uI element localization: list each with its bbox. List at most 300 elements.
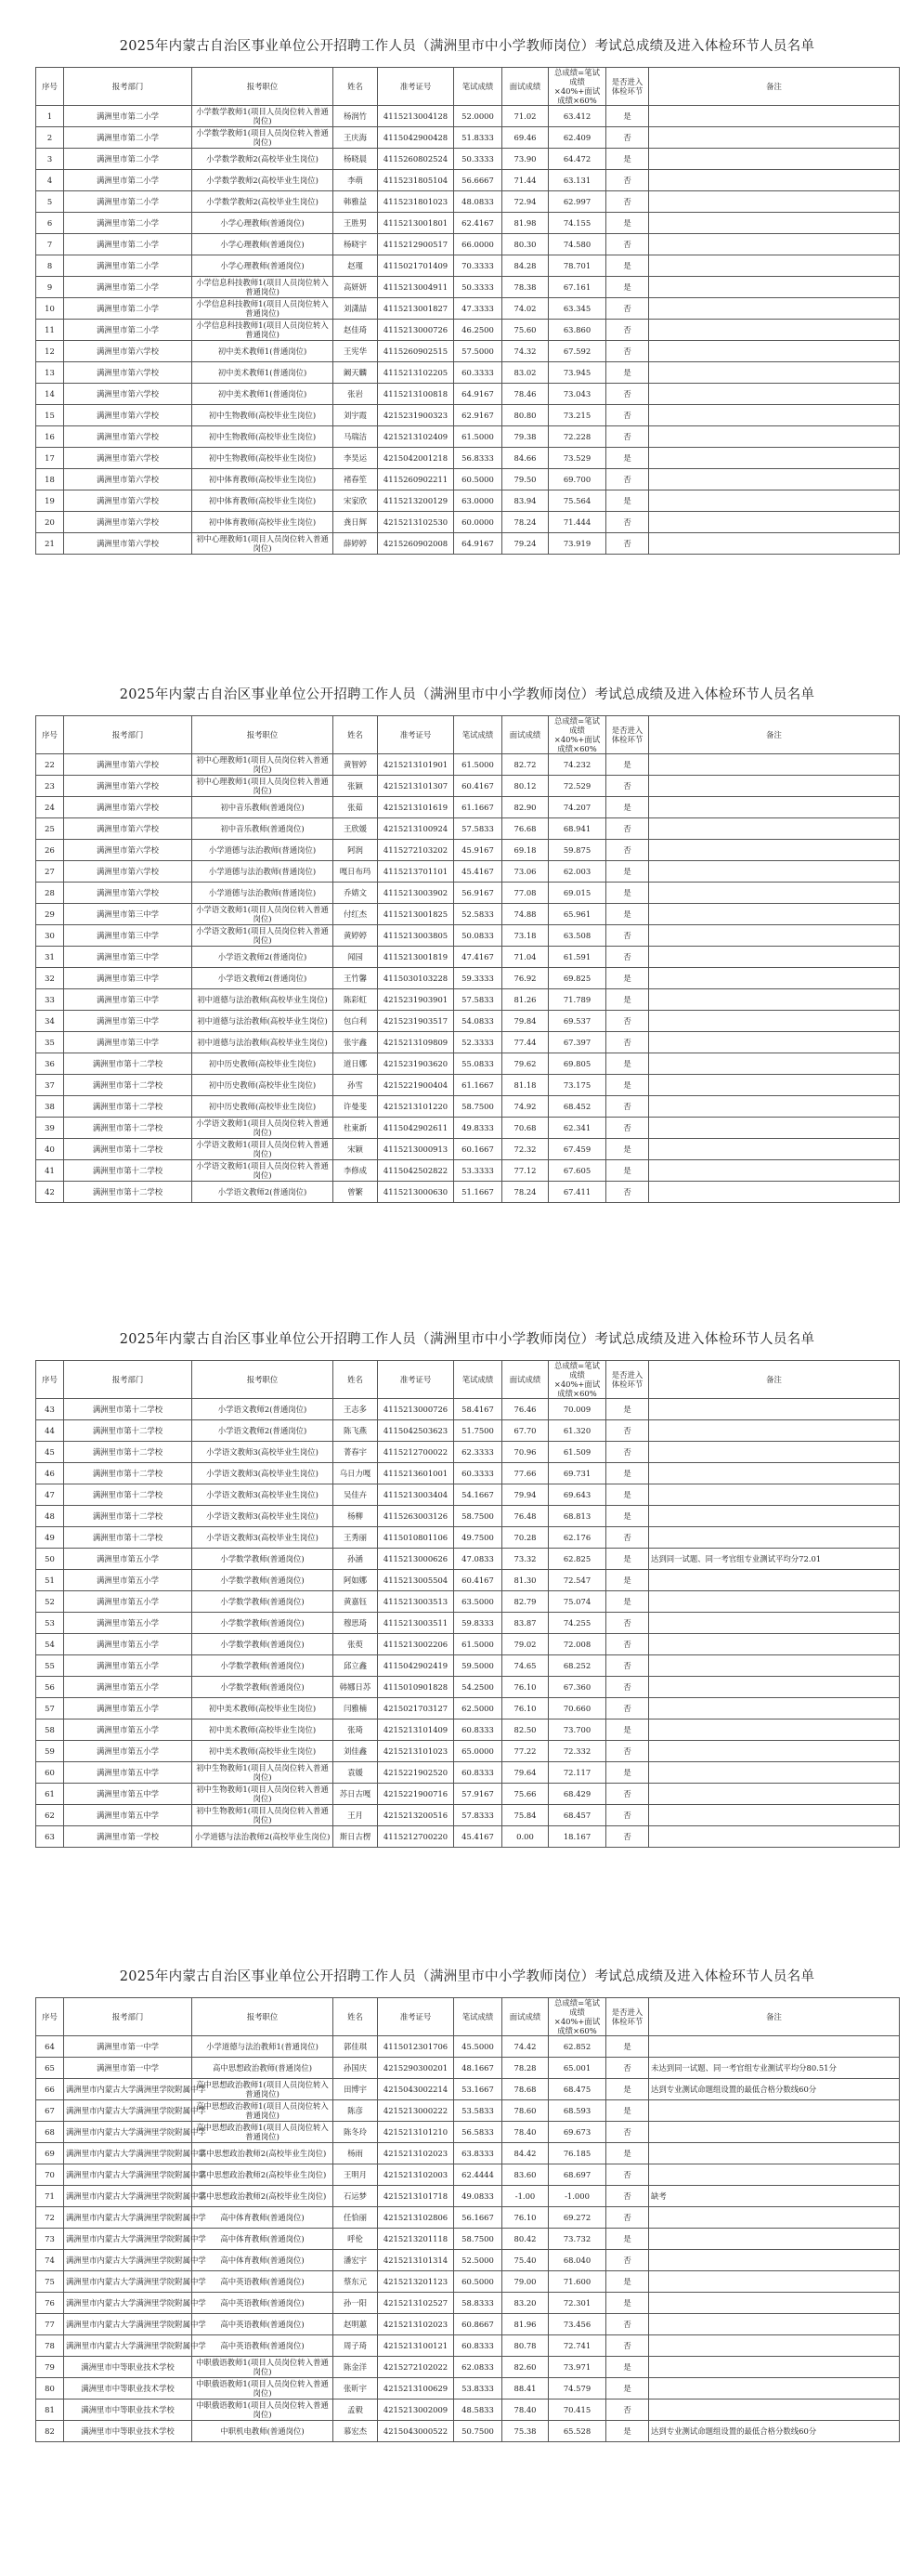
col-remarks: [649, 490, 900, 512]
col-interview-score: 76.46: [502, 1399, 549, 1420]
table-row: [36, 1075, 900, 1096]
col-physical-exam: 是: [606, 213, 649, 234]
header-col-total-score: 总成绩=笔试成绩×40%+面试成绩×60%: [549, 68, 606, 106]
col-exam-number: 4115213601001: [378, 1463, 454, 1484]
col-physical-exam: 否: [606, 2314, 649, 2335]
col-interview-score: 76.10: [502, 2207, 549, 2229]
col-interview-score: 82.90: [502, 797, 549, 818]
table-row: [36, 776, 900, 797]
col-total-score: 68.941: [549, 818, 606, 840]
col-interview-score: 81.26: [502, 989, 549, 1011]
col-name: 刘宇霞: [333, 405, 378, 426]
header-col-position: 报考职位: [192, 1361, 333, 1399]
col-exam-number: 4115231801023: [378, 191, 454, 213]
col-written-score: 52.5833: [454, 904, 502, 925]
col-remarks: [649, 1720, 900, 1741]
table-row: [36, 1053, 900, 1075]
col-department: 满洲里市第三中学: [64, 947, 192, 968]
col-interview-score: 79.94: [502, 1484, 549, 1506]
col-index: 20: [36, 512, 64, 533]
col-name: 王宪华: [333, 341, 378, 362]
col-exam-number: 4215213101901: [378, 754, 454, 776]
col-index: 6: [36, 213, 64, 234]
col-physical-exam: 否: [606, 469, 649, 490]
col-remarks: [649, 1570, 900, 1591]
header-col-name: 姓名: [333, 68, 378, 106]
col-interview-score: 80.78: [502, 2335, 549, 2357]
col-physical-exam: 否: [606, 341, 649, 362]
col-department: 满洲里市第六学校: [64, 533, 192, 555]
col-interview-score: 80.12: [502, 776, 549, 797]
table-row: [36, 1741, 900, 1762]
col-index: 44: [36, 1420, 64, 1442]
col-position: 初中音乐教师(普通岗位): [192, 797, 333, 818]
col-interview-score: 82.72: [502, 754, 549, 776]
col-index: 35: [36, 1032, 64, 1053]
col-index: 18: [36, 469, 64, 490]
col-physical-exam: 否: [606, 2250, 649, 2271]
col-written-score: 53.5833: [454, 2100, 502, 2122]
col-physical-exam: 否: [606, 2207, 649, 2229]
col-index: 29: [36, 904, 64, 925]
col-department: 满洲里市第十二学校: [64, 1075, 192, 1096]
col-name: 乔婧文: [333, 883, 378, 904]
col-physical-exam: 是: [606, 904, 649, 925]
col-written-score: 61.5000: [454, 1634, 502, 1655]
col-exam-number: 4115213701101: [378, 861, 454, 883]
col-position: 初中历史教师(高校毕业生岗位): [192, 1053, 333, 1075]
col-exam-number: 4115042902419: [378, 1655, 454, 1677]
table-row: [36, 2036, 900, 2058]
col-total-score: 62.409: [549, 127, 606, 149]
col-position: 小学道德与法治教师2(高校毕业生岗位): [192, 1826, 333, 1848]
col-remarks: [649, 989, 900, 1011]
col-name: 闫雅楠: [333, 1698, 378, 1720]
col-name: 任恰丽: [333, 2207, 378, 2229]
col-physical-exam: 否: [606, 1613, 649, 1634]
col-remarks: [649, 1442, 900, 1463]
table-row: [36, 2421, 900, 2442]
col-name: 王胜男: [333, 213, 378, 234]
col-total-score: 63.345: [549, 298, 606, 320]
table-row: [36, 797, 900, 818]
col-name: 刘潇喆: [333, 298, 378, 320]
col-physical-exam: 是: [606, 1139, 649, 1160]
col-index: 71: [36, 2186, 64, 2207]
col-written-score: 47.4167: [454, 947, 502, 968]
col-position: 初中美术教师1(普通岗位): [192, 384, 333, 405]
col-physical-exam: 是: [606, 1762, 649, 1784]
col-exam-number: 4115042502822: [378, 1160, 454, 1182]
col-position: 小学道德与法治教师(普通岗位): [192, 883, 333, 904]
col-total-score: 75.564: [549, 490, 606, 512]
col-department: 满洲里市第五小学: [64, 1549, 192, 1570]
table-row: [36, 170, 900, 191]
col-interview-score: 78.28: [502, 2058, 549, 2079]
table-row: [36, 947, 900, 968]
col-index: 12: [36, 341, 64, 362]
col-department: 满洲里市中等职业技术学校: [64, 2399, 192, 2421]
col-physical-exam: 是: [606, 2100, 649, 2122]
col-interview-score: 74.32: [502, 341, 549, 362]
col-total-score: 65.528: [549, 2421, 606, 2442]
col-index: 67: [36, 2100, 64, 2122]
col-remarks: [649, 234, 900, 255]
col-name: 菁春宇: [333, 1442, 378, 1463]
col-written-score: 62.0833: [454, 2357, 502, 2378]
col-interview-score: 70.28: [502, 1527, 549, 1549]
col-physical-exam: 否: [606, 1442, 649, 1463]
col-name: 孙涵: [333, 1549, 378, 1570]
col-remarks: [649, 1160, 900, 1182]
col-position: 中职俄语教师1(项目人员岗位转入普通岗位): [192, 2399, 333, 2421]
col-total-score: 71.789: [549, 989, 606, 1011]
col-exam-number: 4115030103228: [378, 968, 454, 989]
col-name: 孙雪: [333, 1075, 378, 1096]
col-name: 穆思琦: [333, 1613, 378, 1634]
col-exam-number: 4115213000630: [378, 1182, 454, 1203]
table-row: [36, 1698, 900, 1720]
table-row: [36, 2079, 900, 2100]
col-written-score: 50.7500: [454, 2421, 502, 2442]
col-name: 杨晓宇: [333, 234, 378, 255]
col-total-score: 72.117: [549, 1762, 606, 1784]
col-remarks: [649, 1399, 900, 1420]
table-row: [36, 1591, 900, 1613]
col-remarks: [649, 341, 900, 362]
col-written-score: 56.9167: [454, 883, 502, 904]
col-index: 9: [36, 277, 64, 298]
col-written-score: 60.8333: [454, 1720, 502, 1741]
col-name: 张岩: [333, 384, 378, 405]
col-total-score: 78.701: [549, 255, 606, 277]
col-total-score: 67.161: [549, 277, 606, 298]
col-exam-number: 4215043000522: [378, 2421, 454, 2442]
col-index: 42: [36, 1182, 64, 1203]
header-col-index: 序号: [36, 68, 64, 106]
col-index: 70: [36, 2164, 64, 2186]
col-name: 潘宏宇: [333, 2250, 378, 2271]
table-row: [36, 1506, 900, 1527]
col-interview-score: 74.02: [502, 298, 549, 320]
header-col-position: 报考职位: [192, 1998, 333, 2036]
col-department: 满洲里市第六学校: [64, 384, 192, 405]
col-position: 高中思想政治教师2(高校毕业生岗位): [192, 2186, 333, 2207]
col-total-score: 76.185: [549, 2143, 606, 2164]
col-physical-exam: 是: [606, 1591, 649, 1613]
col-exam-number: 4115231805104: [378, 170, 454, 191]
table-header-row: [36, 1998, 900, 2036]
col-interview-score: 75.84: [502, 1805, 549, 1826]
col-exam-number: 4115213004911: [378, 277, 454, 298]
col-index: 74: [36, 2250, 64, 2271]
table-row: [36, 1570, 900, 1591]
col-written-score: 49.8333: [454, 1118, 502, 1139]
col-remarks: [649, 191, 900, 213]
col-written-score: 61.5000: [454, 426, 502, 448]
col-department: 满洲里市第六学校: [64, 426, 192, 448]
col-position: 小学语文教师3(高校毕业生岗位): [192, 1506, 333, 1527]
col-interview-score: 81.98: [502, 213, 549, 234]
col-interview-score: 72.94: [502, 191, 549, 213]
col-name: 周子琦: [333, 2335, 378, 2357]
col-position: 初中体育教师(高校毕业生岗位): [192, 512, 333, 533]
col-total-score: 72.332: [549, 1741, 606, 1762]
col-remarks: 达到专业测试命题组设置的最低合格分数线60分: [649, 2421, 900, 2442]
col-total-score: 59.875: [549, 840, 606, 861]
col-total-score: 70.415: [549, 2399, 606, 2421]
col-position: 初中生物教师1(项目人员岗位转入普通岗位): [192, 1805, 333, 1826]
col-position: 初中历史教师(高校毕业生岗位): [192, 1096, 333, 1118]
col-physical-exam: 是: [606, 1506, 649, 1527]
col-remarks: [649, 861, 900, 883]
col-written-score: 54.0833: [454, 1011, 502, 1032]
col-physical-exam: 否: [606, 405, 649, 426]
col-written-score: 60.8333: [454, 2335, 502, 2357]
col-position: 初中生物教师1(项目人员岗位转入普通岗位): [192, 1762, 333, 1784]
col-written-score: 60.5000: [454, 2271, 502, 2293]
col-index: 30: [36, 925, 64, 947]
header-col-physical-exam: 是否进入体检环节: [606, 68, 649, 106]
col-physical-exam: 是: [606, 2229, 649, 2250]
col-department: 满洲里市第六学校: [64, 469, 192, 490]
col-name: 孙国庆: [333, 2058, 378, 2079]
col-interview-score: 82.50: [502, 1720, 549, 1741]
col-department: 满洲里市第六学校: [64, 797, 192, 818]
col-department: 满洲里市第二小学: [64, 234, 192, 255]
col-index: 25: [36, 818, 64, 840]
col-department: 满洲里市中等职业技术学校: [64, 2421, 192, 2442]
col-remarks: [649, 320, 900, 341]
col-exam-number: 4115263003126: [378, 1506, 454, 1527]
col-name: 杨柳: [333, 1506, 378, 1527]
col-exam-number: 4115010901828: [378, 1677, 454, 1698]
page-1: [35, 37, 899, 555]
col-remarks: [649, 2271, 900, 2293]
col-department: 满洲里市第十二学校: [64, 1399, 192, 1420]
col-physical-exam: 是: [606, 2271, 649, 2293]
col-physical-exam: 否: [606, 512, 649, 533]
col-physical-exam: 否: [606, 947, 649, 968]
col-total-score: 63.412: [549, 106, 606, 127]
col-position: 小学语文教师1(项目人员岗位转入普通岗位): [192, 904, 333, 925]
col-total-score: 68.252: [549, 1655, 606, 1677]
col-remarks: [649, 1805, 900, 1826]
col-department: 满洲里市第三中学: [64, 925, 192, 947]
col-name: 孟毅: [333, 2399, 378, 2421]
col-name: 张颖: [333, 776, 378, 797]
col-index: 31: [36, 947, 64, 968]
col-physical-exam: 否: [606, 2399, 649, 2421]
col-total-score: 62.176: [549, 1527, 606, 1549]
col-department: 满洲里市第五小学: [64, 1570, 192, 1591]
col-name: 韩雅益: [333, 191, 378, 213]
table-row: [36, 818, 900, 840]
table-row: [36, 925, 900, 947]
col-interview-score: 81.96: [502, 2314, 549, 2335]
col-remarks: [649, 2357, 900, 2378]
col-index: 72: [36, 2207, 64, 2229]
col-exam-number: 4115213003404: [378, 1484, 454, 1506]
col-position: 小学语文教师3(高校毕业生岗位): [192, 1527, 333, 1549]
col-remarks: 未达到同一试题、同一考官组专业测试平均分80.51分: [649, 2058, 900, 2079]
col-total-score: 70.660: [549, 1698, 606, 1720]
col-exam-number: 4115213001819: [378, 947, 454, 968]
col-position: 小学信息科技教师1(项目人员岗位转入普通岗位): [192, 320, 333, 341]
col-written-score: 59.8333: [454, 1613, 502, 1634]
col-department: 满洲里市第一学校: [64, 1826, 192, 1848]
col-name: 曾繁: [333, 1182, 378, 1203]
col-name: 宋颖: [333, 1139, 378, 1160]
col-total-score: 73.215: [549, 405, 606, 426]
col-exam-number: 4115213100818: [378, 384, 454, 405]
col-index: 53: [36, 1613, 64, 1634]
col-remarks: [649, 1484, 900, 1506]
col-department: 满洲里市第十二学校: [64, 1484, 192, 1506]
col-remarks: [649, 2100, 900, 2122]
table-row: [36, 2378, 900, 2399]
header-col-department: 报考部门: [64, 716, 192, 754]
col-interview-score: 76.68: [502, 818, 549, 840]
table-row: [36, 1139, 900, 1160]
table-row: [36, 149, 900, 170]
col-exam-number: 4115213003805: [378, 925, 454, 947]
col-total-score: 67.397: [549, 1032, 606, 1053]
col-physical-exam: 是: [606, 255, 649, 277]
col-exam-number: 4215043002214: [378, 2079, 454, 2100]
col-total-score: 67.360: [549, 1677, 606, 1698]
col-physical-exam: 是: [606, 448, 649, 469]
col-remarks: [649, 2399, 900, 2421]
col-physical-exam: 是: [606, 1053, 649, 1075]
table-row: [36, 2250, 900, 2271]
col-total-score: 74.207: [549, 797, 606, 818]
col-position: 小学数学教师2(高校毕业生岗位): [192, 149, 333, 170]
page-title: 2025年内蒙古自治区事业单位公开招聘工作人员（满洲里市中小学教师岗位）考试总成绩及进入体检环节人员名单: [119, 39, 815, 54]
col-total-score: 68.697: [549, 2164, 606, 2186]
col-name: 黄智婷: [333, 754, 378, 776]
col-name: 刘佳鑫: [333, 1741, 378, 1762]
col-index: 76: [36, 2293, 64, 2314]
col-department: 满洲里市第十二学校: [64, 1160, 192, 1182]
col-exam-number: 4215213101409: [378, 1720, 454, 1741]
col-exam-number: 4115212900517: [378, 234, 454, 255]
col-index: 65: [36, 2058, 64, 2079]
col-position: 初中生物教师(高校毕业生岗位): [192, 426, 333, 448]
col-index: 36: [36, 1053, 64, 1075]
col-position: 高中思想政治教师(普通岗位): [192, 2058, 333, 2079]
col-exam-number: 4215213000222: [378, 2100, 454, 2122]
col-position: 高中思想政治教师1(项目人员岗位转入普通岗位): [192, 2100, 333, 2122]
header-col-interview-score: 面试成绩: [502, 1998, 549, 2036]
col-remarks: [649, 925, 900, 947]
col-remarks: [649, 1139, 900, 1160]
col-exam-number: 4115012301706: [378, 2036, 454, 2058]
col-exam-number: 4215213102530: [378, 512, 454, 533]
col-written-score: 65.0000: [454, 1741, 502, 1762]
col-physical-exam: 否: [606, 1420, 649, 1442]
col-remarks: [649, 362, 900, 384]
col-department: 满洲里市第二小学: [64, 255, 192, 277]
col-interview-score: 79.62: [502, 1053, 549, 1075]
col-total-score: 65.001: [549, 2058, 606, 2079]
table-row: [36, 1096, 900, 1118]
col-written-score: 62.5000: [454, 1698, 502, 1720]
table-row: [36, 2186, 900, 2207]
col-position: 初中音乐教师(普通岗位): [192, 818, 333, 840]
col-total-score: 72.008: [549, 1634, 606, 1655]
col-total-score: 62.997: [549, 191, 606, 213]
table-row: [36, 277, 900, 298]
header-col-physical-exam: 是否进入体检环节: [606, 716, 649, 754]
col-index: 32: [36, 968, 64, 989]
col-physical-exam: 否: [606, 1826, 649, 1848]
col-remarks: [649, 298, 900, 320]
col-physical-exam: 否: [606, 1118, 649, 1139]
col-name: 杨润竹: [333, 106, 378, 127]
col-name: 苏日古嘎: [333, 1784, 378, 1805]
col-total-score: 62.341: [549, 1118, 606, 1139]
col-position: 小学语文教师3(高校毕业生岗位): [192, 1442, 333, 1463]
col-name: 韩娜日苏: [333, 1677, 378, 1698]
col-index: 66: [36, 2079, 64, 2100]
col-department: 满洲里市第十二学校: [64, 1420, 192, 1442]
page-title: 2025年内蒙古自治区事业单位公开招聘工作人员（满洲里市中小学教师岗位）考试总成绩及进入体检环节人员名单: [119, 1969, 815, 1984]
col-interview-score: 77.22: [502, 1741, 549, 1762]
col-name: 赵瑾: [333, 255, 378, 277]
col-interview-score: 73.18: [502, 925, 549, 947]
col-name: 蔡东元: [333, 2271, 378, 2293]
table-row: [36, 1527, 900, 1549]
col-department: 满洲里市第五小学: [64, 1677, 192, 1698]
col-position: 小学语文教师3(高校毕业生岗位): [192, 1463, 333, 1484]
col-position: 初中美术教师1(普通岗位): [192, 362, 333, 384]
col-position: 高中体育教师(普通岗位): [192, 2250, 333, 2271]
col-total-score: 74.255: [549, 1613, 606, 1634]
col-written-score: 52.5000: [454, 2250, 502, 2271]
col-remarks: [649, 1677, 900, 1698]
table-row: [36, 298, 900, 320]
col-remarks: [649, 1826, 900, 1848]
col-written-score: 49.7500: [454, 1527, 502, 1549]
col-position: 初中心理教师1(项目人员岗位转入普通岗位): [192, 754, 333, 776]
col-department: 满洲里市内蒙古大学满洲里学院附属中学: [64, 2229, 192, 2250]
col-remarks: [649, 1634, 900, 1655]
col-index: 73: [36, 2229, 64, 2250]
col-remarks: [649, 426, 900, 448]
col-written-score: 57.8333: [454, 1805, 502, 1826]
col-position: 初中美术教师(高校毕业生岗位): [192, 1741, 333, 1762]
col-exam-number: 4115260802524: [378, 149, 454, 170]
col-department: 满洲里市第十二学校: [64, 1182, 192, 1203]
col-exam-number: 4115042900428: [378, 127, 454, 149]
col-total-score: 65.961: [549, 904, 606, 925]
col-remarks: [649, 405, 900, 426]
col-total-score: 68.457: [549, 1805, 606, 1826]
col-physical-exam: 否: [606, 776, 649, 797]
table-row: [36, 1442, 900, 1463]
col-exam-number: 4215231903620: [378, 1053, 454, 1075]
col-department: 满洲里市内蒙古大学满洲里学院附属中学: [64, 2250, 192, 2271]
col-remarks: [649, 170, 900, 191]
col-physical-exam: 否: [606, 1677, 649, 1698]
col-remarks: [649, 1011, 900, 1032]
col-total-score: 72.741: [549, 2335, 606, 2357]
col-physical-exam: 否: [606, 1741, 649, 1762]
col-department: 满洲里市第六学校: [64, 405, 192, 426]
col-index: 4: [36, 170, 64, 191]
col-physical-exam: 否: [606, 2058, 649, 2079]
